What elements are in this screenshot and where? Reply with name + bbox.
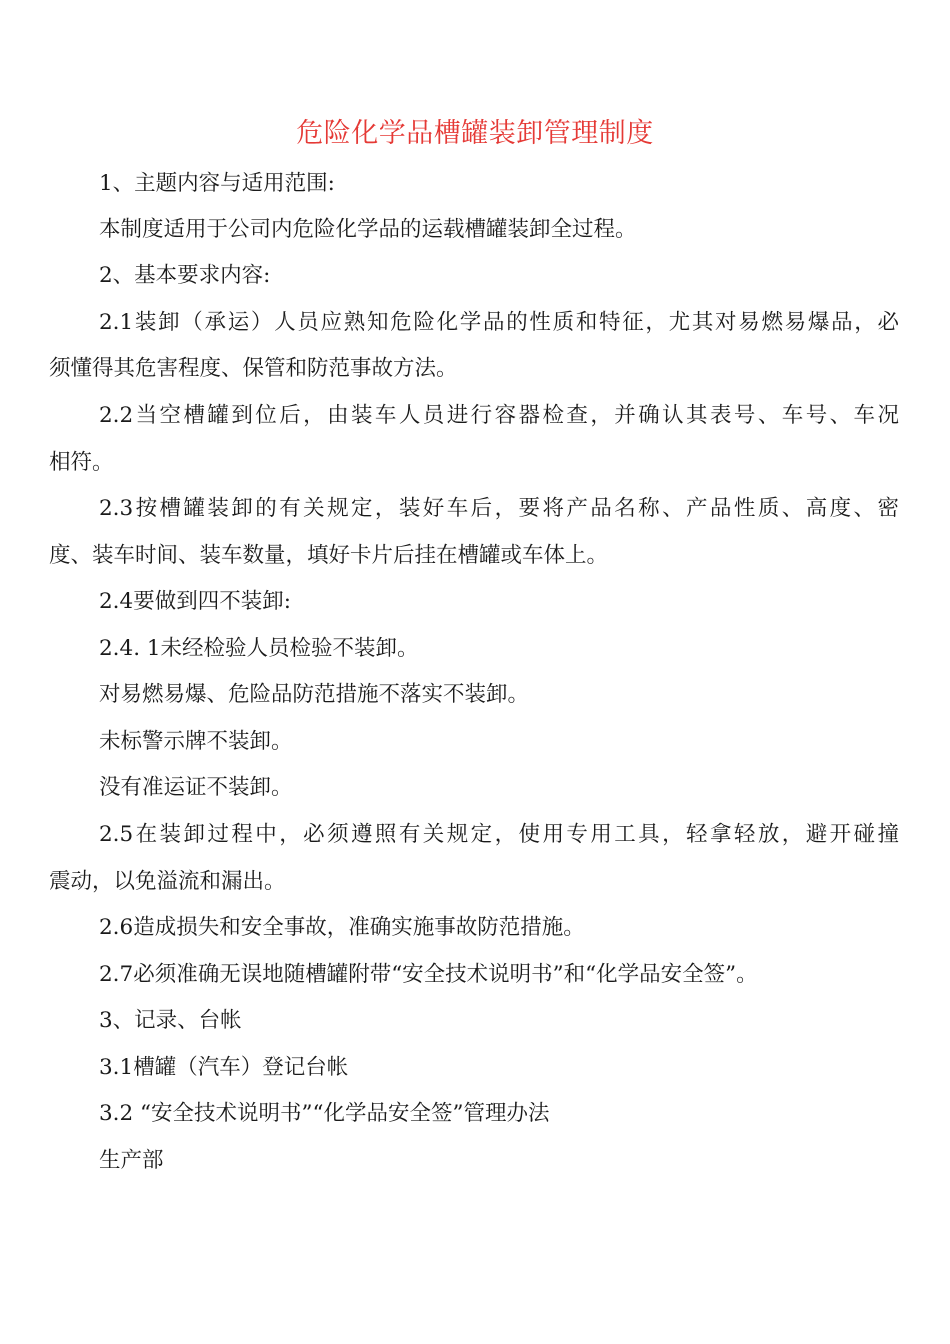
item-2-2-line-2: 相符。: [49, 450, 114, 475]
item-2-3-line-2: 度、装车时间、装车数量，填好卡片后挂在槽罐或车体上。: [49, 543, 609, 568]
rule-transport-permit: 没有准运证不装卸。: [99, 775, 293, 800]
item-2-1-line-2: 须懂得其危害程度、保管和防范事故方法。: [49, 356, 458, 381]
rule-warning-sign: 未标警示牌不装卸。: [99, 729, 293, 754]
section-1-heading: 1、主题内容与适用范围:: [99, 171, 335, 196]
item-2-2-line-1: 2.2当空槽罐到位后，由装车人员进行容器检查，并确认其表号、车号、车况: [99, 403, 899, 428]
item-2-1-line-1: 2.1装卸（承运）人员应熟知危险化学品的性质和特征，尤其对易燃易爆品，必: [99, 310, 899, 335]
rule-hazard-measures: 对易燃易爆、危险品防范措施不落实不装卸。: [99, 682, 530, 707]
section-2-heading: 2、基本要求内容:: [99, 263, 271, 288]
scope-paragraph: 本制度适用于公司内危险化学品的运载槽罐装卸全过程。: [99, 217, 637, 242]
issuing-department: 生产部: [99, 1148, 164, 1173]
item-2-7: 2.7必须准确无误地随槽罐附带“安全技术说明书”和“化学品安全签”。: [99, 962, 758, 987]
item-2-4: 2.4要做到四不装卸:: [99, 589, 291, 614]
item-3-2: 3.2 “安全技术说明书”“化学品安全签”管理办法: [99, 1101, 550, 1126]
section-3-heading: 3、记录、台帐: [99, 1008, 242, 1033]
item-2-5-line-2: 震动，以免溢流和漏出。: [49, 869, 286, 894]
item-2-4-1: 2.4. 1未经检验人员检验不装卸。: [99, 636, 419, 661]
item-2-6: 2.6造成损失和安全事故，准确实施事故防范措施。: [99, 915, 585, 940]
item-2-5-line-1: 2.5在装卸过程中，必须遵照有关规定，使用专用工具，轻拿轻放，避开碰撞: [99, 822, 899, 847]
item-2-3-line-1: 2.3按槽罐装卸的有关规定，装好车后，要将产品名称、产品性质、高度、密: [99, 496, 899, 521]
item-3-1: 3.1槽罐（汽车）登记台帐: [99, 1055, 349, 1080]
document-title: 危险化学品槽罐装卸管理制度: [296, 118, 654, 149]
